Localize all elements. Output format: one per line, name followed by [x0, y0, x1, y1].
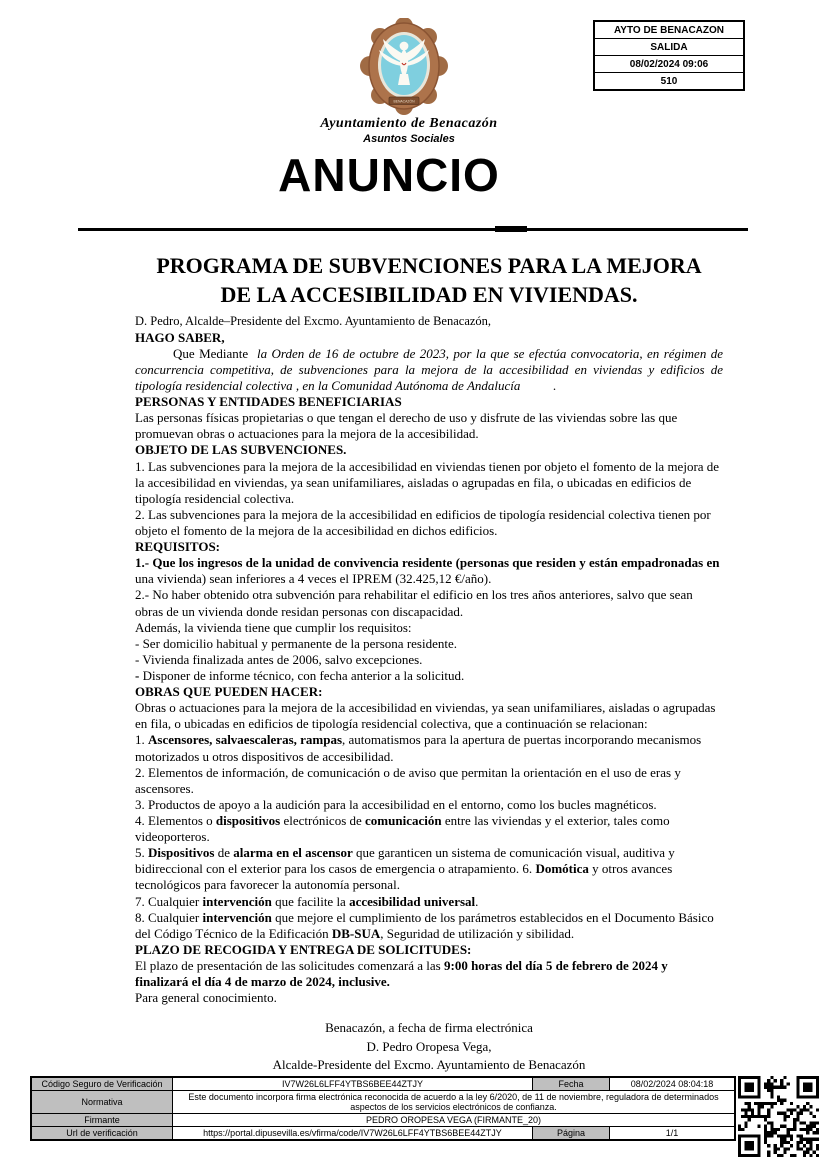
requisitos-bullet-2: - Vivienda finalizada antes de 2006, salvo excepciones.	[135, 651, 423, 667]
document-body	[135, 252, 723, 1075]
plazo-paragraph: El plazo de presentación de las solicitudes comenzará a las 9:00 horas del día 5 de febrero de 2024 y finalizará el día 4 de marzo de 2024, inclusive.	[135, 957, 668, 990]
subtitle: D. Pedro, Alcalde–Presidente del Excmo. Ayuntamiento de Benacazón,	[135, 314, 492, 329]
closing-line: Para general conocimiento.	[135, 990, 277, 1006]
requisitos-bullet-1: - Ser domicilio habitual y permanente de la persona residente.	[135, 635, 457, 651]
crest-banner	[389, 97, 419, 105]
verification-url[interactable]: https://portal.dipusevilla.es/vfirma/code/IV7W26L6LFF4YTBS6BEE44ZTJY	[173, 1127, 533, 1141]
divider-rule-notch	[495, 226, 527, 232]
obras-item-7: 7. Cualquier intervención que facilite la accesibilidad universal.	[135, 893, 479, 909]
obras-item-1: 1. Ascensores, salvaescaleras, rampas, automatismos para la apertura de puertas incorporando mecanismos motorizados u otros dispositivos de accesibilidad.	[135, 732, 702, 764]
obras-intro: Obras o actuaciones para la mejora de la accesibilidad en viviendas, ya sean unifamiliares, aisladas o agrupadas en fila, o ubicadas en edificios de tipología residencial colectiva, que a continuación se relacionan:	[135, 700, 716, 732]
table-row	[31, 1077, 735, 1091]
csv-value: IV7W26L6LFF4YTBS6BEE44ZTJY	[173, 1077, 533, 1091]
obras-item-3: 3. Productos de apoyo a la audición para la accesibilidad en el entorno, como los bucles magnéticos.	[135, 796, 657, 812]
crest-graphic	[358, 18, 450, 118]
section-heading-plazo: PLAZO DE RECOGIDA Y ENTREGA DE SOLICITUDES:	[135, 941, 472, 957]
table-row	[31, 1091, 735, 1114]
page-title-line2: DE LA ACCESIBILIDAD EN VIVIENDAS.	[220, 281, 638, 307]
url-label: Url de verificación	[31, 1127, 173, 1141]
registry-stamp	[593, 20, 745, 91]
requisitos-bullet-3: - Disponer de informe técnico, con fecha anterior a la solicitud.	[135, 667, 465, 683]
normativa-value: Este documento incorpora firma electrónica reconocida de acuerdo a la ley 6/2020, de 11 de noviembre, reguladora de determinados aspectos de los servicios electrónicos de confianza.	[173, 1091, 736, 1114]
banner-title: ANUNCIO	[278, 149, 500, 201]
municipal-crest-logo	[358, 18, 450, 118]
pagina-label: Página	[533, 1127, 610, 1141]
table-row	[31, 1114, 735, 1127]
stamp-datetime: 08/02/2024 09:06	[595, 55, 743, 72]
obras-item-5-6: 5. Dispositivos de alarma en el ascensor que garanticen un sistema de comunicación visual, auditiva y bidireccional con el exterior para los casos de emergencia o atrapamiento. 6. Domótica y otros avances tecnológicos para favorecer la autonomía personal.	[135, 845, 675, 893]
stamp-org: AYTO DE BENACAZON	[613, 25, 724, 36]
signature-place: Benacazón, a fecha de firma electrónica	[325, 1020, 533, 1036]
section-heading-personas: PERSONAS Y ENTIDADES BENEFICIARIAS	[135, 394, 402, 410]
page-title	[103, 252, 755, 309]
divider-rule	[78, 228, 748, 231]
qr-code	[738, 1076, 819, 1157]
fecha-label: Fecha	[533, 1077, 610, 1091]
requisitos-item-1: 1.- Que los ingresos de la unidad de convivencia residente (personas que residen y están empadronadas en una vivienda) sean inferiores a 4 veces el IPREM (32.425,12 €/año).	[135, 555, 720, 587]
objeto-item-2: 2. Las subvenciones para la mejora de la accesibilidad en edificios de tipología residencial colectiva tienen por objeto el fomento de la mejora de la accesibilidad en dichos edificios.	[135, 506, 711, 538]
section-heading-requisitos: REQUISITOS:	[135, 539, 221, 555]
normativa-label: Normativa	[31, 1091, 173, 1114]
obras-item-2: 2. Elementos de información, de comunicación o de aviso que permitan la orientación en el uso de eras y ascensores.	[135, 764, 681, 796]
pagina-value: 1/1	[610, 1127, 736, 1141]
crest-banner-text: BENACAZÓN	[393, 99, 415, 104]
stamp-number: 510	[595, 72, 743, 89]
requisitos-item-2: 2.- No haber obtenido otra subvención para rehabilitar el edificio en los tres años anteriores, salvo que sean obras de un vivienda donde residan personas con discapacidad.	[135, 587, 693, 619]
fecha-value: 08/02/2024 08:04:18	[610, 1077, 736, 1091]
hago-saber-heading: HAGO SABER,	[135, 329, 225, 345]
firmante-label: Firmante	[31, 1114, 173, 1127]
signature-block	[135, 1019, 723, 1074]
org-department: Asuntos Sociales	[363, 133, 455, 145]
obras-item-4: 4. Elementos o dispositivos electrónicos de comunicación entre las viviendas y el exterior, tales como videoporteros.	[135, 812, 670, 845]
section-heading-obras: OBRAS QUE PUEDEN HACER:	[135, 684, 323, 700]
org-name: Ayuntamiento de Benacazón	[320, 116, 498, 131]
personas-body: Las personas físicas propietarias o que tengan el derecho de uso y disfrute de las viviendas sobre las que promuevan obras o actuaciones para la mejora de la accesibilidad.	[135, 410, 678, 442]
signature-name: D. Pedro Oropesa Vega,	[366, 1038, 492, 1054]
stamp-type: SALIDA	[595, 38, 743, 55]
section-heading-objeto: OBJETO DE LAS SUBVENCIONES.	[135, 442, 347, 458]
qr-code-graphic	[738, 1076, 819, 1157]
obras-item-8: 8. Cualquier intervención que mejore el cumplimiento de los parámetros establecidos en el Documento Básico del Código Técnico de la Edificación DB-SUA, Seguridad de utilización y sibilidad.	[135, 909, 714, 941]
verification-table	[30, 1076, 736, 1141]
objeto-item-1: 1. Las subvenciones para la mejora de la accesibilidad en viviendas tienen por objeto el fomento de la mejora de la accesibilidad en viviendas, ya sean unifamiliares, aisladas o agrupadas en fila, o ubicadas en edificios de tipología residencial colectiva.	[135, 458, 720, 506]
signature-role: Alcalde-Presidente del Excmo. Ayuntamiento de Benacazón	[272, 1057, 586, 1073]
csv-label: Código Seguro de Verificación	[31, 1077, 173, 1091]
table-row	[31, 1127, 735, 1141]
page-title-line1: PROGRAMA DE SUBVENCIONES PARA LA MEJORA	[156, 253, 702, 278]
intro-paragraph: Que Mediante la Orden de 16 de octubre de 2023, por la que se efectúa convocatoria, en régimen de concurrencia competitiva, de subvenciones para la mejora de la accesibilidad en viviendas y edificios de tipología residencial colectiva , en la Comunidad Autónoma de Andalucía .	[135, 345, 723, 394]
firmante-value: PEDRO OROPESA VEGA (FIRMANTE_20)	[173, 1114, 736, 1127]
requisitos-intro: Además, la vivienda tiene que cumplir los requisitos:	[135, 619, 412, 635]
org-block	[259, 116, 559, 145]
